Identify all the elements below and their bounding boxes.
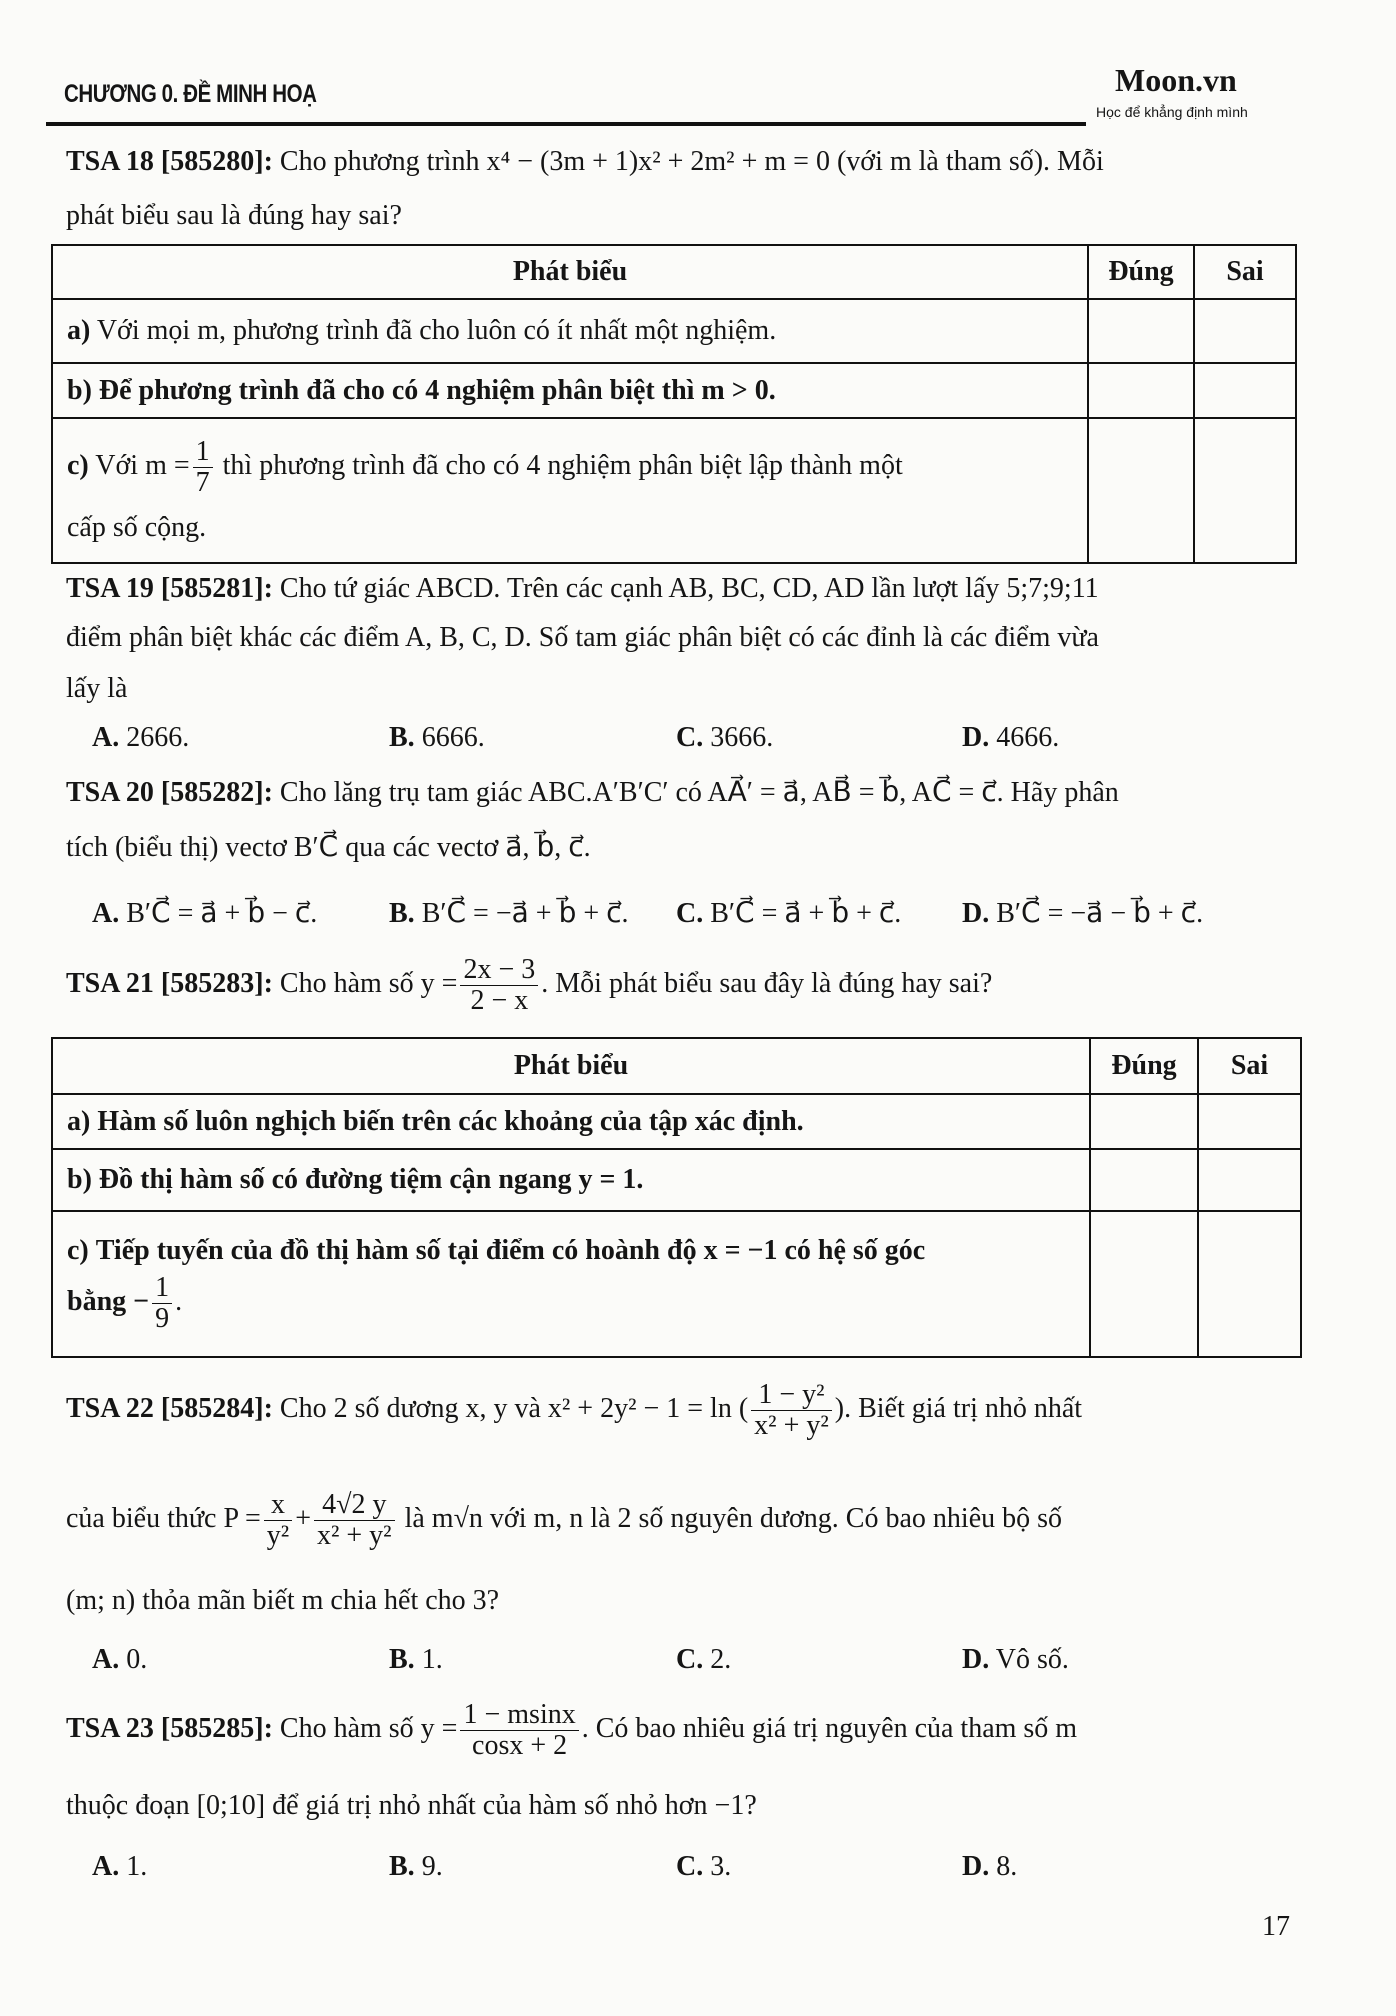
header-true: Đúng	[1090, 1038, 1198, 1094]
slogan: Học để khẳng định mình	[1096, 104, 1248, 120]
q19-line3: lấy là	[66, 673, 128, 704]
q22-answer-a[interactable]: A. 0.	[92, 1644, 148, 1675]
q19-answer-a[interactable]: A. 2666.	[92, 722, 190, 753]
q20-answer-b[interactable]: B. B′C⃗ = −a⃗ + b⃗ + c⃗.	[389, 898, 629, 929]
q22-answer-b[interactable]: B. 1.	[389, 1644, 443, 1675]
q19-line2: điểm phân biệt khác các điểm A, B, C, D. Số tam giác phân biệt có các đỉnh là các điểm vừa	[66, 622, 1099, 653]
chapter-title: CHƯƠNG 0. ĐỀ MINH HOẠ	[64, 80, 317, 108]
table-row: a) Với mọi m, phương trình đã cho luôn có ít nhất một nghiệm.	[52, 299, 1296, 363]
false-cell[interactable]	[1194, 299, 1296, 363]
q18-line2: phát biểu sau là đúng hay sai?	[66, 200, 402, 231]
header-true: Đúng	[1088, 245, 1194, 299]
q19-answer-c[interactable]: C. 3666.	[676, 722, 774, 753]
q20-answer-a[interactable]: A. B′C⃗ = a⃗ + b⃗ − c⃗.	[92, 898, 318, 929]
true-cell[interactable]	[1090, 1149, 1198, 1211]
q21-table	[51, 1037, 1302, 1358]
false-cell[interactable]	[1198, 1211, 1301, 1357]
q22-answer-c[interactable]: C. 2.	[676, 1644, 732, 1675]
q18-table	[51, 244, 1297, 564]
q21-line1: TSA 21 [585283]: Cho hàm số y = $\frac{2x - 3}{2 - x}$ . Mỗi phát biểu sau đây là đúng hay sai?	[66, 954, 993, 1016]
true-cell[interactable]	[1088, 299, 1194, 363]
q19-answer-b[interactable]: B. 6666.	[389, 722, 485, 753]
false-cell[interactable]	[1194, 363, 1296, 418]
q20-line2: tích (biểu thị) vectơ B′C⃗ qua các vectơ a⃗, b⃗, c⃗.	[66, 832, 591, 863]
q23-answer-d[interactable]: D. 8.	[962, 1851, 1018, 1882]
q23-line1: TSA 23 [585285]: Cho hàm số y = $\frac{1 - msinx}{\cos x + 2}$ . Có bao nhiêu giá trị nguyên của tham số m	[66, 1699, 1078, 1761]
false-cell[interactable]	[1198, 1094, 1301, 1149]
q18-id: TSA 18 [585280]:	[66, 146, 273, 177]
q19-answer-d[interactable]: D. 4666.	[962, 722, 1060, 753]
q23-answer-b[interactable]: B. 9.	[389, 1851, 443, 1882]
table-row: b) Để phương trình đã cho có 4 nghiệm phân biệt thì m > 0.	[52, 363, 1296, 418]
q22-line2: của biểu thức P = $\frac{x}{\text{y²}}$ + $\frac{4√2 y}{\text{x² + y²}}$ là m√n với m, n là 2 số nguyên dương. Có bao nhiêu bộ số	[66, 1489, 1063, 1551]
q22-line1: TSA 22 [585284]: Cho 2 số dương x, y và x² + 2y² − 1 = ln ( $\frac{\text{1 − y²}}{\text{x² + y²}}$ ). Biết giá trị nhỏ nhất	[66, 1379, 1083, 1441]
q20-answer-c[interactable]: C. B′C⃗ = a⃗ + b⃗ + c⃗.	[676, 898, 902, 929]
table-row: b) Đồ thị hàm số có đường tiệm cận ngang y = 1.	[52, 1149, 1301, 1211]
table-row: c) Tiếp tuyến của đồ thị hàm số tại điểm có hoành độ x = −1 có hệ số góc bằng − $\frac{1}{9}$ .	[52, 1211, 1301, 1357]
true-cell[interactable]	[1088, 363, 1194, 418]
q23-answer-c[interactable]: C. 3.	[676, 1851, 732, 1882]
true-cell[interactable]	[1090, 1094, 1198, 1149]
true-cell[interactable]	[1088, 418, 1194, 563]
true-cell[interactable]	[1090, 1211, 1198, 1357]
table-row: a) Hàm số luôn nghịch biến trên các khoảng của tập xác định.	[52, 1094, 1301, 1149]
q22-line3: (m; n) thỏa mãn biết m chia hết cho 3?	[66, 1585, 500, 1616]
false-cell[interactable]	[1198, 1149, 1301, 1211]
q23-line2: thuộc đoạn [0;10] để giá trị nhỏ nhất của hàm số nhỏ hơn −1?	[66, 1790, 757, 1821]
page-number: 17	[1262, 1911, 1290, 1942]
table-row: c) Với m = $\frac{1}{7}$ thì phương trình đã cho có 4 nghiệm phân biệt lập thành một cấp số cộng.	[52, 418, 1296, 563]
q18-line1	[66, 145, 1104, 179]
header-false: Sai	[1198, 1038, 1301, 1094]
q20-answer-d[interactable]: D. B′C⃗ = −a⃗ − b⃗ + c⃗.	[962, 898, 1204, 929]
q23-answer-a[interactable]: A. 1.	[92, 1851, 148, 1882]
q18-text: Cho phương trình x⁴ − (3m + 1)x² + 2m² + m = 0 (với m là tham số). Mỗi	[279, 146, 1104, 177]
header-rule	[46, 122, 1086, 126]
logo: Moon.vn	[1115, 62, 1237, 98]
header-false: Sai	[1194, 245, 1296, 299]
q20-line1: TSA 20 [585282]: Cho lăng trụ tam giác ABC.A′B′C′ có AA⃗′ = a⃗, AB⃗ = b⃗, AC⃗ = c⃗. Hãy phân	[66, 777, 1119, 808]
false-cell[interactable]	[1194, 418, 1296, 563]
q22-answer-d[interactable]: D. Vô số.	[962, 1644, 1069, 1675]
header-statement: Phát biểu	[52, 1038, 1090, 1094]
q19-line1: TSA 19 [585281]: Cho tứ giác ABCD. Trên các cạnh AB, BC, CD, AD lần lượt lấy 5;7;9;11	[66, 573, 1099, 604]
header-statement: Phát biểu	[52, 245, 1088, 299]
